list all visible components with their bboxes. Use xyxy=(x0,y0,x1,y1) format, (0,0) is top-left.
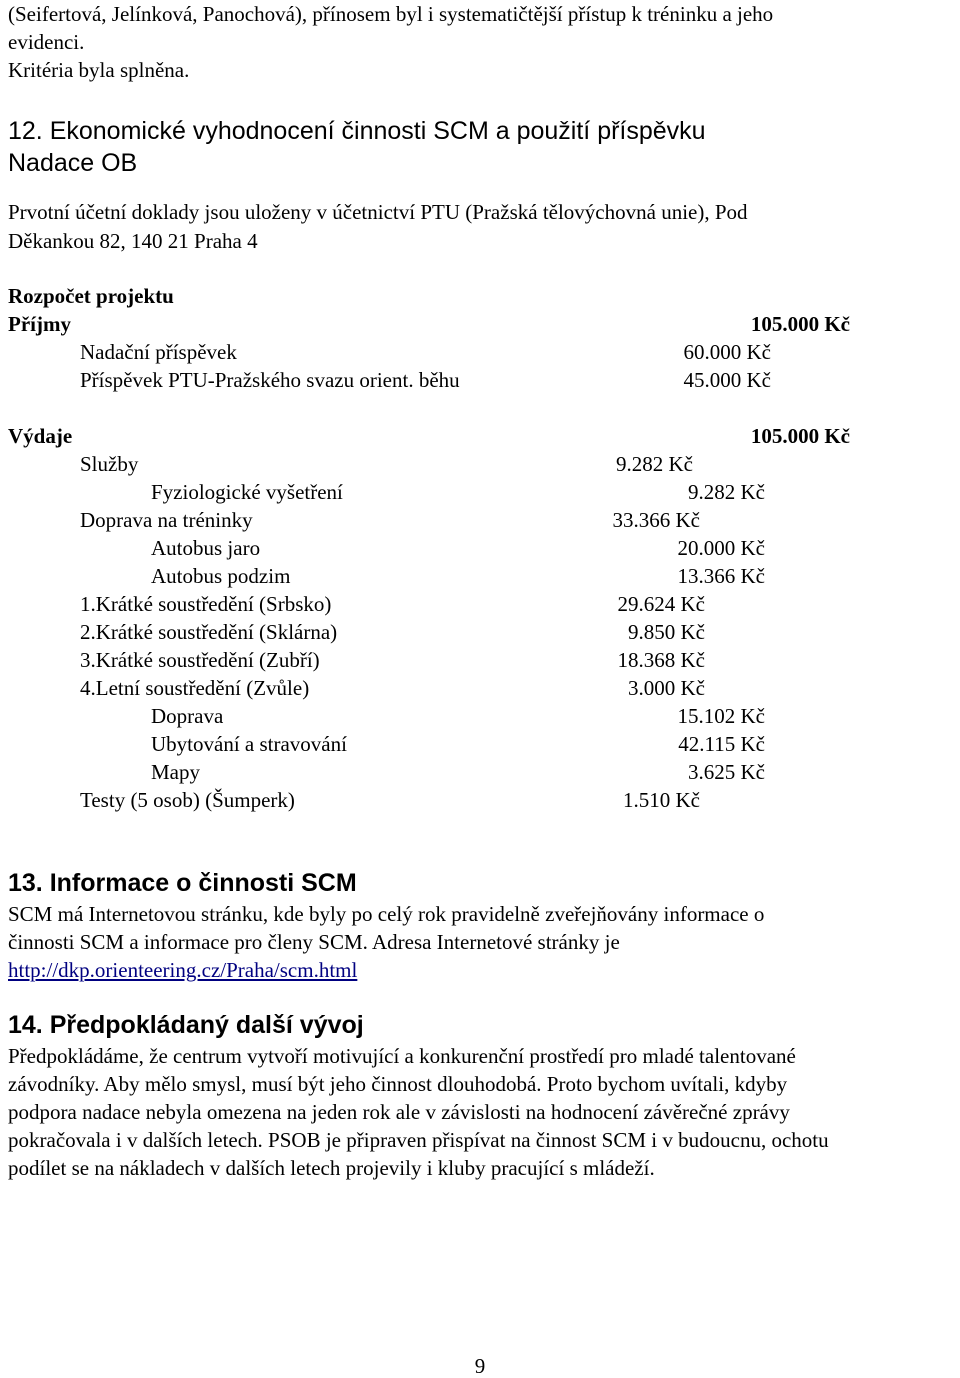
expense-row-amount: 9.850 Kč xyxy=(628,620,705,644)
intro-line-2: evidenci. xyxy=(8,30,85,54)
expense-subrow-amount: 13.366 Kč xyxy=(677,564,765,588)
expense-row-amount: 18.368 Kč xyxy=(617,648,705,672)
expense-row-amount: 1.510 Kč xyxy=(623,788,700,812)
expense-row-amount: 3.000 Kč xyxy=(628,676,705,700)
expense-row-label: 3.Krátké soustředění (Zubří) xyxy=(80,648,320,672)
expense-row-label: 2.Krátké soustředění (Sklárna) xyxy=(80,620,338,644)
expense-subrow-label: Mapy xyxy=(151,760,200,784)
income-item-label: Příspěvek PTU-Pražského svazu orient. běhu xyxy=(80,368,460,392)
expense-row-label: Služby xyxy=(80,452,139,476)
expenses-total: 105.000 Kč xyxy=(750,424,850,448)
intro-line-1: (Seifertová, Jelínková, Panochová), přínosem byl i systematičtější přístup k tréninku a jeho xyxy=(8,2,774,26)
expense-row-amount: 29.624 Kč xyxy=(617,592,705,616)
income-item-amount: 60.000 Kč xyxy=(683,340,771,364)
expense-row-label: 1.Krátké soustředění (Srbsko) xyxy=(80,592,332,616)
income-label: Příjmy xyxy=(8,312,71,336)
expense-subrow-label: Autobus jaro xyxy=(151,536,261,560)
page-number: 9 xyxy=(474,1354,486,1378)
section-14-paragraph-line: pokračovala i v dalších letech. PSOB je připraven přispívat na činnost SCM i v budoucnu, ochotu xyxy=(8,1128,829,1152)
expense-row-amount: 9.282 Kč xyxy=(616,452,693,476)
expense-subrow-amount: 15.102 Kč xyxy=(677,704,765,728)
section-13-line-1: SCM má Internetovou stránku, kde byly po celý rok pravidelně zveřejňovány informace o xyxy=(8,902,765,926)
expense-row-amount: 33.366 Kč xyxy=(612,508,700,532)
expense-row-label: Testy (5 osob) (Šumperk) xyxy=(80,788,295,812)
expense-subrow-label: Doprava xyxy=(151,704,224,728)
expense-subrow-label: Fyziologické vyšetření xyxy=(151,480,343,504)
section-14-paragraph-line: podpora nadace nebyla omezena na jeden rok ale v závislosti na hodnocení závěrečné zprávy xyxy=(8,1100,790,1124)
section-12-heading-line-1: 12. Ekonomické vyhodnocení činnosti SCM a použití příspěvku xyxy=(8,117,706,145)
expense-subrow-label: Ubytování a stravování xyxy=(151,732,347,756)
budget-title: Rozpočet projektu xyxy=(8,284,174,308)
expense-subrow-amount: 42.115 Kč xyxy=(678,732,765,756)
income-total: 105.000 Kč xyxy=(750,312,850,336)
expense-subrow-label: Autobus podzim xyxy=(151,564,291,588)
section-14-paragraph-line: Předpokládáme, že centrum vytvoří motivující a konkurenční prostředí pro mladé talentované xyxy=(8,1044,796,1068)
section-12-paragraph-line-2: Děkankou 82, 140 21 Praha 4 xyxy=(8,229,258,253)
expense-subrow-amount: 3.625 Kč xyxy=(688,760,765,784)
expenses-label: Výdaje xyxy=(8,424,73,448)
section-14-paragraph-line: závodníky. Aby mělo smysl, musí být jeho činnost dlouhodobá. Proto bychom uvítali, kdyby xyxy=(8,1072,788,1096)
expense-row-label: Doprava na tréninky xyxy=(80,508,253,532)
section-12-heading-line-2: Nadace OB xyxy=(8,149,138,177)
section-12-paragraph-line-1: Prvotní účetní doklady jsou uloženy v účetnictví PTU (Pražská tělovýchovná unie), Pod xyxy=(8,200,748,224)
expense-subrow-amount: 9.282 Kč xyxy=(688,480,765,504)
section-14-heading: 14. Předpokládaný další vývoj xyxy=(8,1011,364,1039)
expense-row-label: 4.Letní soustředění (Zvůle) xyxy=(80,676,310,700)
scm-website-link[interactable]: http://dkp.orienteering.cz/Praha/scm.html xyxy=(8,958,358,982)
intro-line-3: Kritéria byla splněna. xyxy=(8,58,190,82)
income-item-label: Nadační příspěvek xyxy=(80,340,237,364)
section-13-line-2: činnosti SCM a informace pro členy SCM. Adresa Internetové stránky je xyxy=(8,930,620,954)
income-item-amount: 45.000 Kč xyxy=(683,368,771,392)
section-14-paragraph-line: podílet se na nákladech v dalších letech projevily i kluby pracující s mládeží. xyxy=(8,1156,655,1180)
expense-subrow-amount: 20.000 Kč xyxy=(677,536,765,560)
section-13-heading: 13. Informace o činnosti SCM xyxy=(8,869,357,897)
